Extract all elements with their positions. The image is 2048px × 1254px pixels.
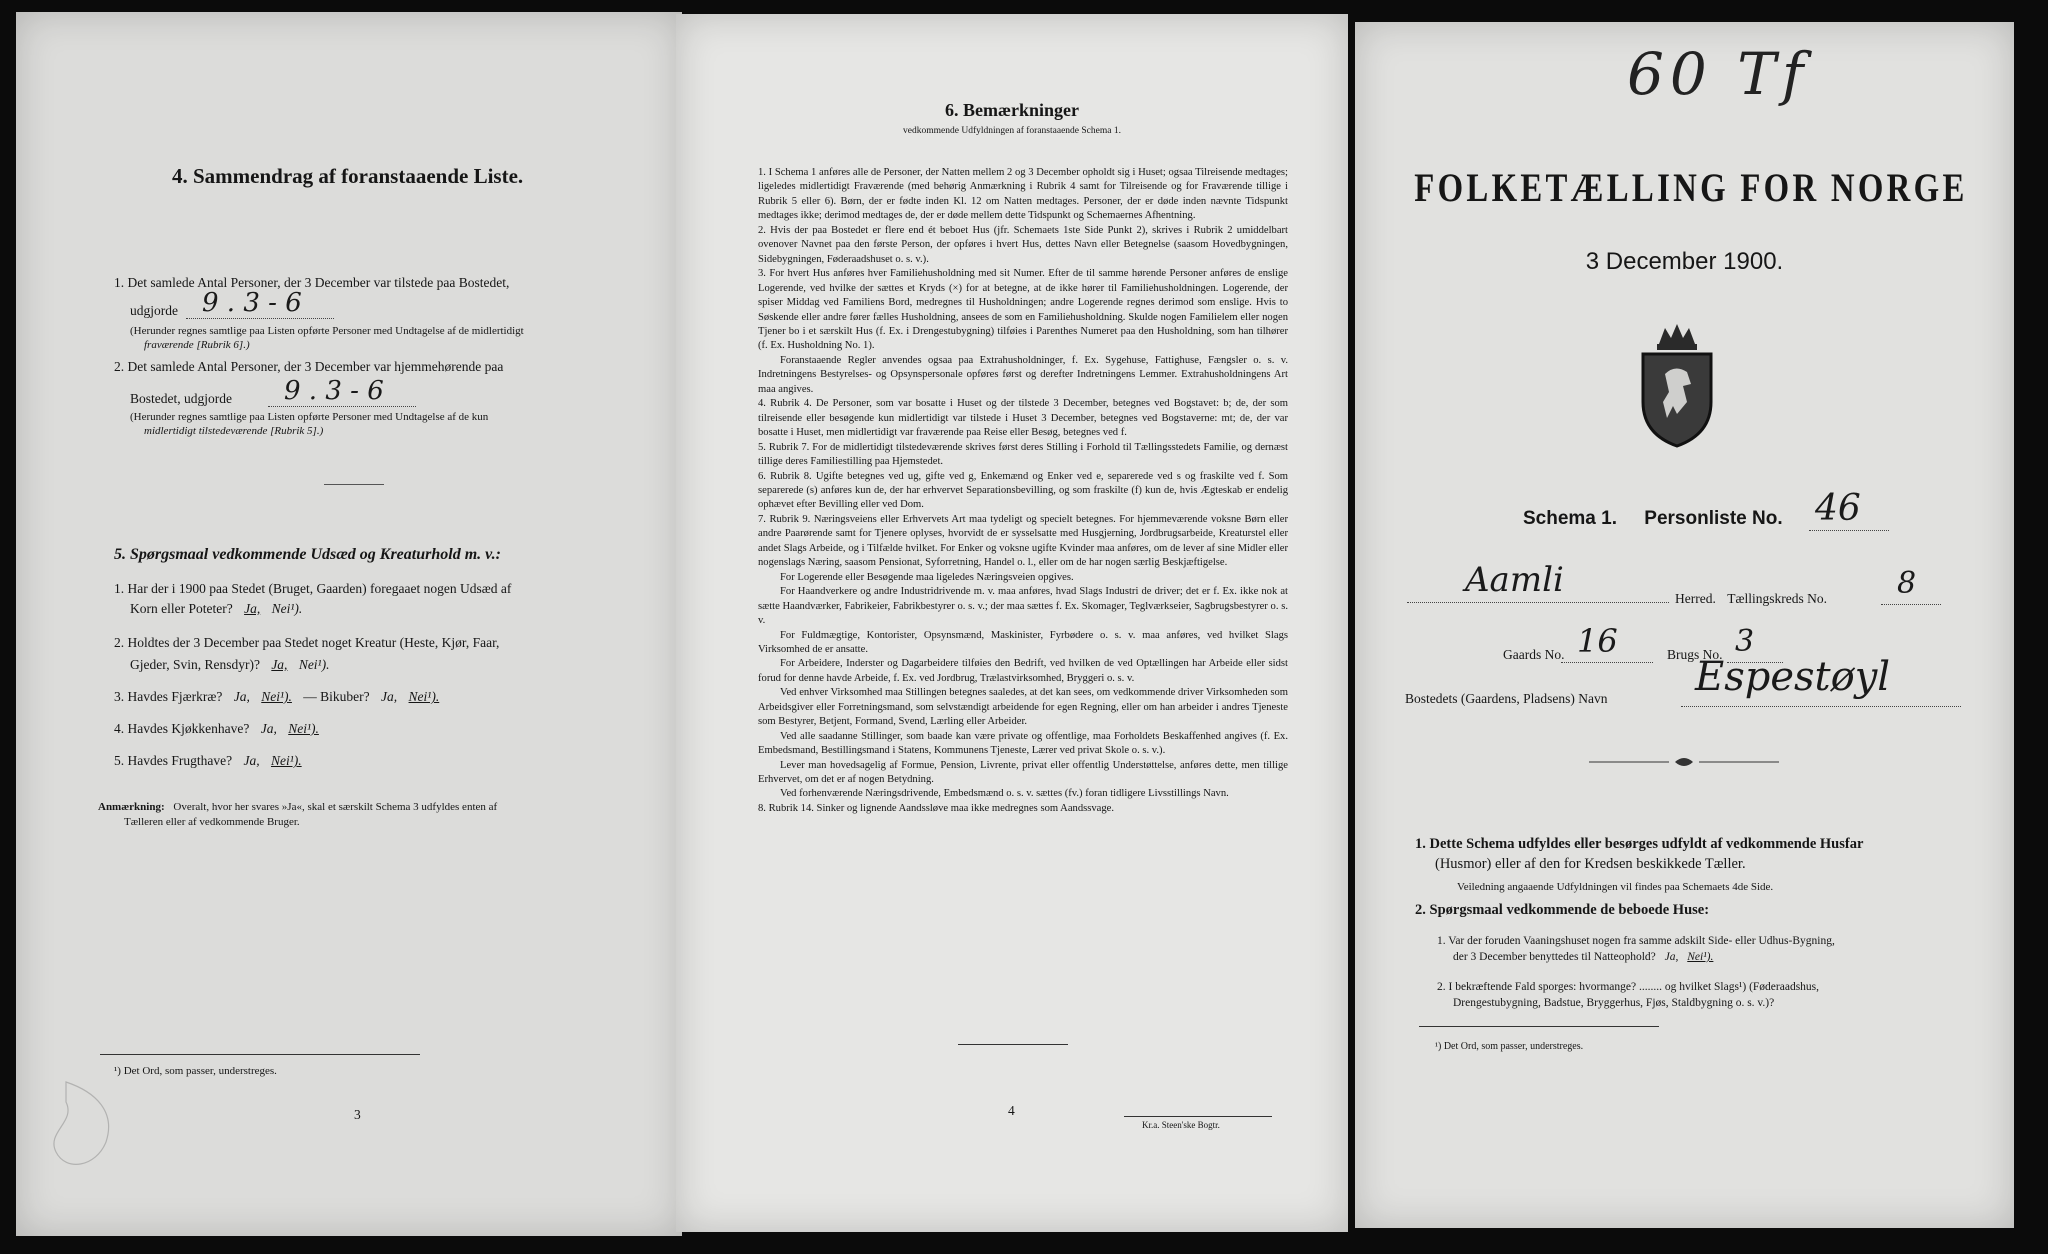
summary-item-1-dotted-line [186,318,334,319]
page-right [1355,22,2014,1228]
q5-nei-option: Nei¹). [270,753,302,768]
closing-rule [958,1044,1068,1045]
instruction-1-note: Veiledning angaaende Udfyldningen vil findes paa Schemaets 4de Side. [1457,881,1774,893]
q1-nei-option: Nei¹). [271,601,303,616]
q2-nei-option: Nei¹). [298,657,330,672]
herred-dotted-line [1407,602,1669,603]
brugs-label: Brugs No. [1667,647,1723,662]
house-question-1-line-2: der 3 December benyttedes til Natteophold? Ja, Nei¹). [1453,951,1714,963]
remark-paragraph-5: 5. Rubrik 7. For de midlertidigt tilstedeværende skrives først deres Stilling i Forhold til Tællingsstedets Familie, og dernæst tillige deres Familiestilling paa Hjemstedet. [758,441,1288,468]
q4-nei-option: Nei¹). [288,721,319,736]
page-number: 4 [1008,1103,1015,1118]
page-number: 3 [354,1107,361,1122]
remarks-heading: 6. Bemærkninger [945,100,1079,120]
remark-paragraph-2: 2. Hvis der paa Bostedet er flere end ét beboet Hus (jfr. Schemaets 1ste Side Punkt 2), skrives i Rubrik 2 umiddelbart ovenover Navnet paa den første Person, der opføres i hvert Hus, dettes Navn eller Betegnelse (saasom Hovedbygningen, Sidebygningen, Føderaadshuset o. s. v.). [758,224,1288,265]
remark-paragraph-1: 1. I Schema 1 anføres alle de Personer, der Natten mellem 2 og 3 December opholdt sig i Huset; ogsaa Tilreisende medtages; ligeledes midlertidigt Fraværende (med behørig Anmærkning i Rubrik 4 samt for Tilreisende og for Fraværende tillige i Rubrik 5 eller 6). Børn, der er fødte inden Kl. 12 om Natten medtages. Personer, der er døde inden nævnte Tidspunkt medtages ikke; derimod medtages de, der er døde mellem dette Tidspunkt og Schemaernes Afhentning. [758,167,1288,222]
personliste-number: 46 [1815,488,1861,529]
house-q1-nei-option: Nei¹). [1687,951,1714,963]
footnote: ¹) Det Ord, som passer, understreges. [114,1065,277,1077]
gaards-dotted-line [1561,662,1653,663]
remark-paragraph-7f: Ved enhver Virksomhed maa Stillingen betegnes saaledes, at det kan sees, om vedkommende driver Virksomheden som Arbeidsgiver eller Forretningsmand, som selvstændigt arbeidende for egen Regning, eller om han arbeider i andres Tjeneste som Bestyrer, Betjent, Formand, Svend, Lærling eller Arbeider. [758,687,1288,728]
remark-paragraph-7: 7. Rubrik 9. Næringsveiens eller Erhvervets Art maa tydeligt og specielt betegnes. For hjemmeværende voksne Børn eller andre Paarørende samt for Tjenere oplyses, hvorvidt de er sysselsatte med Husgjerning, Jordbrugsarbeide, Kreaturstel eller andet Slags Arbeide, og i Tilfælde hvilket. For Enker og voksne ugifte Kvinder maa anføres, om de lever af sine Midler eller nogenslags Næring, saasom Pensionat, Syforretning, Handel o. l., eller om de har nogen særlig Beskjæftigelse. [758,513,1288,569]
remark-paragraph-3: 3. For hvert Hus anføres hver Familiehusholdning med sit Numer. Efter de til samme hørende Personer anføres de enslige Logerende, ved hvilke der sættes et Kryds (×) for at betegne, at de ikke hører til Familiehusholdningen. Logerende, der spiser Middag ved Familiens Bord, medregnes til Husholdningen; andre Logerende regnes derimod som enslige. Hvis to Søskende eller andre fører fælles Husholdning, ansees de som en Familiehusholdning. Skulde nogen Familielem eller nogen Tjener bo i et særskilt Hus (f. Ex. i Drengestubygning) tilføies i Parenthes Numeret paa den Husholdning, som han tilhører (f. Ex. Husholdning No. 1). [758,268,1288,352]
ornamental-divider [1589,754,1779,770]
kreds-dotted-line [1881,604,1941,605]
remark: Anmærkning: Overalt, hvor her svares »Ja«, skal et særskilt Schema 3 udfyldes enten af [98,801,498,813]
summary-item-1-note-2: fraværende [Rubrik 6].) [144,339,250,351]
summary-item-1-prefix: udgjorde [130,303,178,318]
question-5: 5. Havdes Frugthave? Ja, Nei¹). [114,753,302,768]
kreds-number: 8 [1897,566,1917,601]
remark-paragraph-8: 8. Rubrik 14. Sinker og lignende Aandssløve maa ikke medregnes som Aandssvage. [758,802,1115,814]
section-5-heading: 5. Spørgsmaal vedkommende Udsæd og Kreaturhold m. v.: [114,546,501,563]
gaards-number: 16 [1577,622,1618,660]
question-3: 3. Havdes Fjærkræ? Ja, Nei¹). — Bikuber? Ja, Nei¹). [114,689,440,704]
herred-value: Aamli [1465,560,1564,600]
personliste-dotted-line [1809,530,1889,531]
q3b-nei-option: Nei¹). [408,689,440,704]
remark-line-2: Tælleren eller af vedkommende Bruger. [124,816,300,828]
page-left [16,12,682,1236]
question-1-line-2: Korn eller Poteter? Ja, Nei¹). [130,601,303,616]
house-question-1: 1. Var der foruden Vaaningshuset nogen fra samme adskilt Side- eller Udhus-Bygning, [1437,935,1835,947]
summary-heading: 4. Sammendrag af foranstaaende Liste. [172,164,524,188]
map-sketch-pencil-mark [36,1072,146,1182]
q3-nei-option: Nei¹). [261,689,292,704]
question-2: 2. Holdtes der 3 December paa Stedet noget Kreatur (Heste, Kjør, Faar, [114,635,500,650]
footnote-rule [1419,1026,1659,1027]
remarks-subheading: vedkommende Udfyldningen af foranstaaende Schema 1. [903,126,1121,136]
instruction-2: 2. Spørgsmaal vedkommende de beboede Huse: [1415,902,1710,918]
remark-paragraph-7e: For Arbeidere, Inderster og Dagarbeidere tilføies den Bedrift, ved hvilken de ved Optællingen har Arbeide eller sidst forud for denne havde Arbeide, f. Ex. ved Jordbrug, Trælastvirksomhed, Bryggeri o. s. v. [758,658,1288,684]
q2-ja-option: Ja, [271,657,288,672]
bosted-label: Bostedets (Gaardens, Pladsens) Navn [1405,691,1608,706]
form-date: 3 December 1900. [1585,248,1784,275]
gaards-label: Gaards No. [1503,647,1565,662]
remark-paragraph-7c: For Haandverkere og andre Industridrivende m. v. maa anføres, hvad Slags Industri de driver; det er f. Ex. ikke nok at sætte Haandværker, Fabrikeier, Fabrikbestyrer o. s. v.; der maa sættes f. Ex. Skomager, Teglværkseier, Sagbrugsbestyrer o. s. v. [758,586,1288,627]
summary-item-2: 2. Det samlede Antal Personer, der 3 December var hjemmehørende paa [114,359,504,374]
page-middle [676,14,1348,1232]
remark-paragraph-7h: Lever man hovedsagelig af Formue, Pension, Livrente, privat eller offentlig Understøttelse, anføres dette, men tillige Erhvervet, om det er af nogen Betydning. [758,759,1288,786]
question-4: 4. Havdes Kjøkkenhave? Ja, Nei¹). [114,721,319,736]
archive-stamp: 60 Tf [1627,40,1810,108]
printer-rule [1124,1116,1272,1117]
q1-ja-option: Ja, [244,601,261,616]
remark-paragraph-4: 4. Rubrik 4. De Personer, som var bosatte i Huset og der tilstede 3 December, betegnes ved Bogstavet: b; de, der som tilreisende eller besøgende kun midlertidigt var tilstede i Huset 3 December, betegnes ved Bogstaverne: mt; de, der var bosatte i Huset, men midlertidigt var fraværende paa Reise eller Besøg, betegnes ved f. [758,398,1288,439]
house-question-2: 2. I bekræftende Fald sporges: hvormange? ........ og hvilket Slags¹) (Føderaadshus, [1437,981,1820,993]
remark-paragraph-6: 6. Rubrik 8. Ugifte betegnes ved ug, gifte ved g, Enkemænd og Enker ved e, separerede ved s og fraskilte ved f. Som separerede (s) anføres kun de, der har erhvervet Separationsbevilling, og som fraskilte (f) kun de, hvis Ægteskab er endelig ophævet efter Bevilling eller ved Dom. [758,470,1288,511]
summary-item-2-dotted-line [268,406,416,407]
schema-line: Schema 1. Personliste No. [1523,508,1783,529]
summary-item-2-value: 9 . 3 - 6 [284,376,384,406]
printer-imprint: Kr.a. Steen'ske Bogtr. [1142,1120,1220,1130]
question-2-line-2: Gjeder, Svin, Rensdyr)? Ja, Nei¹). [130,657,330,672]
footnote: ¹) Det Ord, som passer, understreges. [1435,1041,1584,1052]
remark-paragraph-7b: For Logerende eller Besøgende maa ligeledes Næringsveien opgives. [780,571,1074,583]
bosted-name: Espestøyl [1695,654,1891,700]
bosted-dotted-line [1681,706,1961,707]
summary-item-2-prefix: Bostedet, udgjorde [130,391,232,406]
norwegian-coat-of-arms-icon [1629,322,1725,450]
instruction-1: 1. Dette Schema udfyldes eller besørges udfyldt af vedkommende Husfar [1415,836,1864,852]
divider [324,484,384,485]
summary-item-1: 1. Det samlede Antal Personer, der 3 December var tilstede paa Bostedet, [114,275,510,290]
summary-item-1-value: 9 . 3 - 6 [202,288,302,318]
form-title: FOLKETÆLLING FOR NORGE [1414,165,1968,210]
remarks-body [758,166,1288,816]
summary-item-2-note-2: midlertidigt tilstedeværende [Rubrik 5].) [144,425,324,437]
house-question-2-line-2: Drengestubygning, Badstue, Bryggerhus, Fjøs, Staldbygning o. s. v.)? [1453,997,1775,1009]
question-1: 1. Har der i 1900 paa Stedet (Bruget, Gaarden) foregaaet nogen Udsæd af [114,581,512,596]
remark-paragraph-7g: Ved alle saadanne Stillinger, som baade kan være private og offentlige, maa Forholdets Beskaffenhed angives (f. Ex. Embedsmand, Bestillingsmand i Statens, Kommunens Tjeneste, Lærer ved privat Skole o. s. v.). [758,730,1288,757]
remark-paragraph-7d: For Fuldmægtige, Kontorister, Opsynsmænd, Maskinister, Fyrbødere o. s. v. maa anføres, ved hvilket Slags Virksomhed de er ansatte. [758,629,1288,655]
kreds-line: Herred. Tællingskreds No. [1675,591,1827,606]
remark-paragraph-7i: Ved forhenværende Næringsdrivende, Embedsmænd o. s. v. sættes (fv.) foran tidligere Livsstillings Navn. [780,788,1229,800]
instruction-1-line-2: (Husmor) eller af den for Kredsen beskikkede Tæller. [1435,856,1746,872]
brugs-number: 3 [1735,624,1755,659]
summary-item-2-note: (Herunder regnes samtlige paa Listen opførte Personer med Undtagelse af de kun [130,411,489,423]
footnote-rule [100,1054,420,1055]
summary-item-1-note: (Herunder regnes samtlige paa Listen opførte Personer med Undtagelse af de midlertidigt [130,325,524,337]
remark-paragraph-3b: Foranstaaende Regler anvendes ogsaa paa Extrahusholdninger, f. Ex. Sygehuse, Fattighuse, Fængsler o. s. v. Indretningens Bestyrelses- og Opsynspersonale opføres først og derefter Indretningens Lemmer. Extrahusholdningens Art maa angives. [758,354,1288,395]
